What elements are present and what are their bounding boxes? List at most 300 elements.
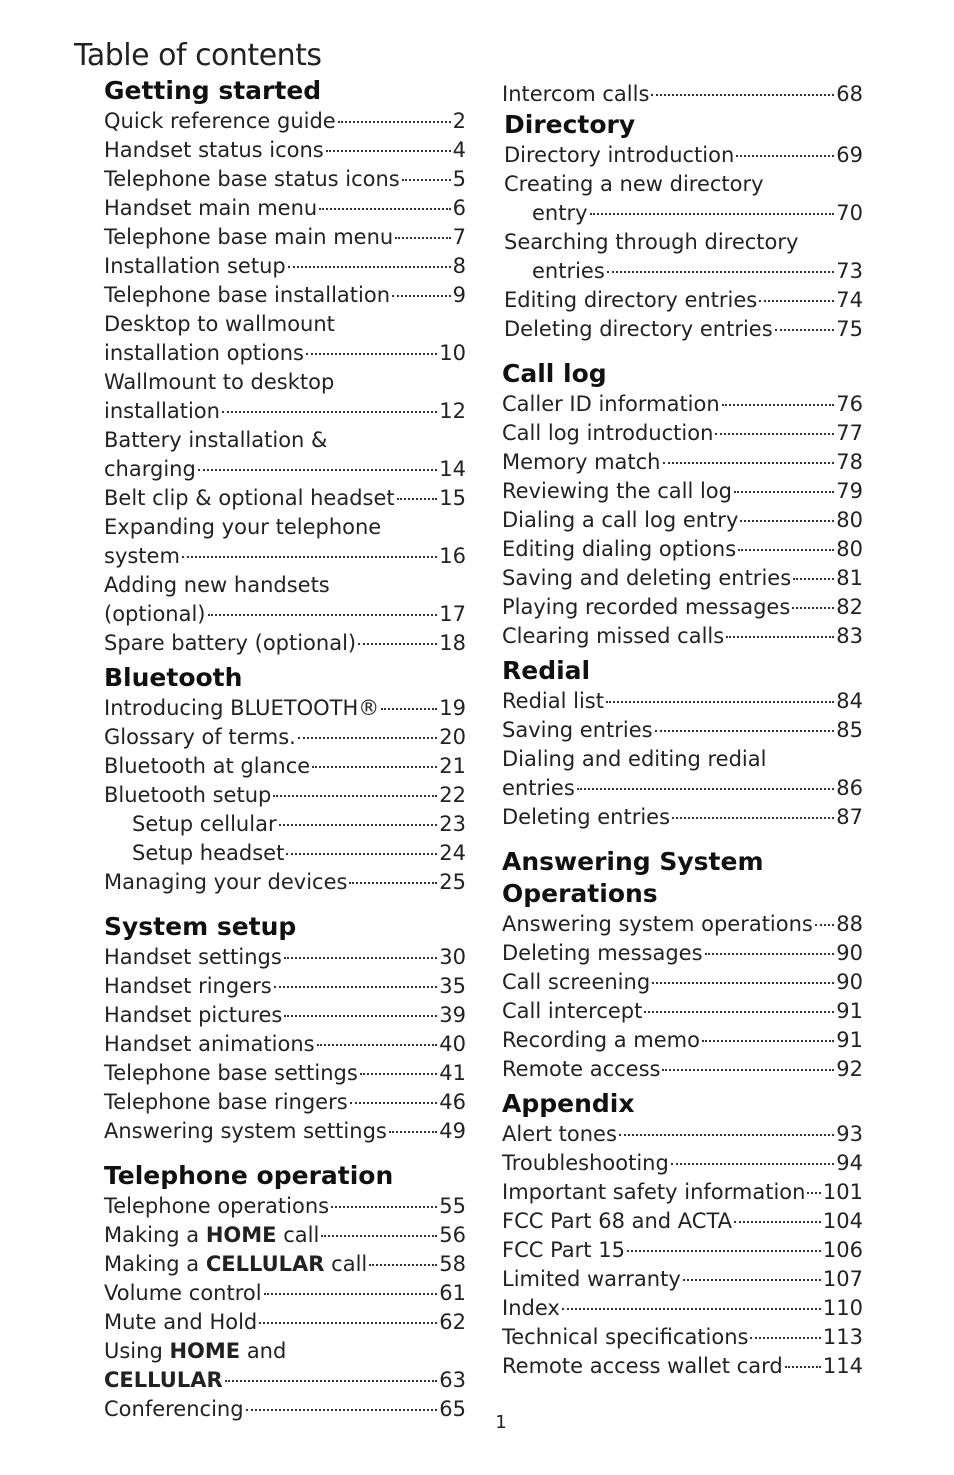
entry-list	[502, 910, 863, 1084]
entry-row	[104, 107, 466, 136]
section-title: Getting started	[104, 76, 322, 105]
toc-entry[interactable]	[502, 1294, 863, 1323]
entry-row	[104, 629, 466, 658]
entry-page: 76	[836, 392, 863, 416]
entry-page: 56	[439, 1223, 466, 1247]
entry-intercom[interactable]	[502, 80, 863, 109]
entry-row	[502, 1207, 863, 1236]
toc-entry[interactable]	[502, 448, 863, 477]
section-redial	[502, 655, 863, 832]
entry-row	[502, 1294, 863, 1323]
dot-leader	[722, 404, 835, 406]
toc-entry[interactable]	[104, 1117, 466, 1146]
toc-entry[interactable]	[104, 426, 466, 484]
entry-page: 16	[439, 544, 466, 568]
entry-label: Setup headset	[132, 841, 285, 865]
entry-label-line1: Searching through directory	[504, 230, 799, 254]
dot-leader	[619, 1134, 834, 1136]
dot-leader	[759, 300, 834, 302]
entry-row	[502, 593, 863, 622]
entry-label: Handset status icons	[104, 138, 324, 162]
dot-leader	[331, 1206, 437, 1208]
entry-label: Clearing missed calls	[502, 624, 725, 648]
entry-row	[104, 600, 466, 629]
entry-label: Directory introduction	[504, 143, 735, 167]
entry-page: 69	[836, 143, 863, 167]
toc-entry[interactable]	[502, 997, 863, 1026]
dot-leader	[264, 1293, 438, 1295]
label-bold: CELLULAR	[104, 1368, 223, 1392]
toc-entry[interactable]	[104, 310, 466, 368]
entry-label: Answering system settings	[104, 1119, 387, 1143]
entry-label: Alert tones	[502, 1122, 617, 1146]
toc-entry[interactable]	[104, 194, 466, 223]
dot-leader	[726, 636, 834, 638]
toc-entry[interactable]	[502, 1120, 863, 1149]
entry-row	[104, 752, 466, 781]
toc-entry[interactable]	[104, 1279, 466, 1308]
toc-entry[interactable]	[104, 252, 466, 281]
entry-label-line1: Battery installation &	[104, 428, 328, 452]
toc-entry[interactable]	[502, 1055, 863, 1084]
dot-leader	[286, 853, 437, 855]
entry-list	[502, 687, 863, 832]
entry-page: 62	[439, 1310, 466, 1334]
toc-entry[interactable]	[502, 716, 863, 745]
dot-leader	[319, 208, 450, 210]
toc-entry[interactable]	[104, 810, 466, 839]
entry-page: 23	[439, 812, 466, 836]
dot-leader	[738, 549, 834, 551]
entry-page: 17	[439, 602, 466, 626]
section-getting-started	[104, 75, 466, 658]
dot-leader	[381, 708, 437, 710]
entry-label: Answering system operations	[502, 912, 813, 936]
entry-label: (optional)	[104, 602, 206, 626]
toc-entry[interactable]	[502, 1236, 863, 1265]
entry-label: Telephone base settings	[104, 1061, 358, 1085]
toc-entry[interactable]	[504, 315, 863, 344]
entry-page: 22	[439, 783, 466, 807]
entry-page: 94	[836, 1151, 863, 1175]
toc-entry[interactable]	[502, 910, 863, 939]
entry-label: Setup cellular	[132, 812, 277, 836]
entry-page: 75	[836, 317, 863, 341]
entry-label-line1: Expanding your telephone	[104, 515, 382, 539]
entry-page: 58	[439, 1252, 466, 1276]
toc-entry[interactable]	[104, 781, 466, 810]
label-text: Making a	[104, 1223, 206, 1247]
toc-entry[interactable]	[502, 419, 863, 448]
entry-label: Saving and deleting entries	[502, 566, 792, 590]
entry-page: 74	[836, 288, 863, 312]
dot-leader	[683, 1279, 821, 1281]
entry-row	[502, 716, 863, 745]
entry-label	[104, 1366, 223, 1395]
section-bluetooth	[104, 662, 466, 897]
entry-page: 30	[439, 945, 466, 969]
entry-label: Recording a memo	[502, 1028, 700, 1052]
section-title: Bluetooth	[104, 663, 243, 692]
toc-entry[interactable]	[502, 745, 863, 803]
toc-right-column	[502, 80, 863, 1381]
entry-label: Call log introduction	[502, 421, 714, 445]
toc-entry[interactable]	[104, 629, 466, 658]
dot-leader	[562, 1308, 821, 1310]
entry-page: 113	[822, 1325, 863, 1349]
dot-leader	[672, 817, 834, 819]
entry-row	[104, 252, 466, 281]
entry-page: 91	[836, 999, 863, 1023]
entry-row	[502, 506, 863, 535]
dot-leader	[750, 1337, 820, 1339]
toc-entry[interactable]	[502, 477, 863, 506]
entry-label: Handset settings	[104, 945, 282, 969]
entry-row	[104, 194, 466, 223]
entry-label: Call intercept	[502, 999, 643, 1023]
section-title: Appendix	[502, 1089, 635, 1118]
entry-page: 104	[822, 1209, 863, 1233]
dot-leader	[306, 353, 437, 355]
entry-row	[104, 136, 466, 165]
entry-label: system	[104, 544, 180, 568]
entry-page: 83	[836, 624, 863, 648]
entry-page: 90	[836, 941, 863, 965]
dot-leader	[577, 788, 834, 790]
entry-label: FCC Part 68 and ACTA	[502, 1209, 733, 1233]
toc-entry[interactable]	[504, 170, 863, 228]
entry-list	[104, 694, 466, 897]
entry-label: Important safety information	[502, 1180, 806, 1204]
toc-entry[interactable]	[104, 972, 466, 1001]
entry-row	[104, 972, 466, 1001]
entry-row	[502, 803, 863, 832]
section-title-line1: Answering System	[502, 847, 764, 876]
dot-leader	[360, 1073, 437, 1075]
toc-entry[interactable]	[104, 513, 466, 571]
entry-page: 61	[439, 1281, 466, 1305]
label-text: call	[276, 1223, 320, 1247]
toc-entry[interactable]	[104, 694, 466, 723]
toc-entry[interactable]	[502, 622, 863, 651]
toc-entry[interactable]	[502, 939, 863, 968]
toc-entry[interactable]	[502, 593, 863, 622]
entry-page: 25	[439, 870, 466, 894]
label-bold: CELLULAR	[205, 1252, 325, 1276]
entry-row	[502, 997, 863, 1026]
entry-label: Spare battery (optional)	[104, 631, 357, 655]
dot-leader	[288, 266, 451, 268]
entry-page: 14	[439, 457, 466, 481]
entry-label: entries	[532, 259, 605, 283]
toc-entry[interactable]	[502, 1149, 863, 1178]
entry-row	[502, 564, 863, 593]
dot-leader	[651, 94, 834, 96]
section-system-setup	[104, 911, 466, 1146]
dot-leader	[671, 1163, 834, 1165]
dot-leader	[705, 953, 835, 955]
dot-leader	[736, 155, 834, 157]
section-call-log	[502, 358, 863, 651]
entry-page: 10	[439, 341, 466, 365]
dot-leader	[627, 1250, 821, 1252]
entry-page: 106	[822, 1238, 863, 1262]
entry-row	[502, 448, 863, 477]
toc-entry[interactable]	[504, 228, 863, 286]
toc-entry[interactable]	[104, 1250, 466, 1279]
dot-leader	[358, 643, 437, 645]
entry-label: Dialing a call log entry	[502, 508, 739, 532]
dot-leader	[317, 1044, 438, 1046]
entry-label: Installation setup	[104, 254, 286, 278]
toc-entry[interactable]	[502, 535, 863, 564]
toc-entry[interactable]	[502, 1178, 863, 1207]
entry-page: 70	[836, 201, 863, 225]
entry-label-line1	[104, 1337, 466, 1366]
dot-leader	[702, 1040, 834, 1042]
toc-entry[interactable]	[502, 1352, 863, 1381]
toc-entry[interactable]	[104, 1308, 466, 1337]
dot-leader	[663, 462, 835, 464]
entry-label: entry	[532, 201, 588, 225]
entry-page: 101	[822, 1180, 863, 1204]
entry-label: Reviewing the call log	[502, 479, 732, 503]
toc-entry[interactable]	[104, 1030, 466, 1059]
section-directory	[502, 109, 863, 344]
entry-page: 88	[836, 912, 863, 936]
toc-entry[interactable]	[104, 943, 466, 972]
dot-leader	[785, 1366, 821, 1368]
entry-label: Glossary of terms.	[104, 725, 296, 749]
entry-page: 65	[439, 1397, 466, 1421]
dot-leader	[284, 1015, 437, 1017]
dot-leader	[246, 1409, 438, 1411]
toc-entry[interactable]	[104, 1059, 466, 1088]
entry-label: Telephone base status icons	[104, 167, 400, 191]
toc-entry[interactable]	[502, 506, 863, 535]
dot-leader	[208, 614, 438, 616]
entry-row	[502, 687, 863, 716]
toc-entry[interactable]	[104, 1001, 466, 1030]
entry-row	[502, 1352, 863, 1381]
entry-page: 7	[452, 225, 466, 249]
dot-leader	[274, 986, 438, 988]
section-title: Redial	[502, 656, 591, 685]
dot-leader	[652, 982, 834, 984]
entry-row	[104, 1001, 466, 1030]
toc-entry[interactable]	[502, 1026, 863, 1055]
entry-label: Handset main menu	[104, 196, 318, 220]
page-title: Table of contents	[74, 38, 322, 73]
toc-entry[interactable]	[502, 390, 863, 419]
dot-leader	[392, 295, 451, 297]
entry-list	[104, 107, 466, 658]
dot-leader	[607, 271, 834, 273]
entry-label: Memory match	[502, 450, 661, 474]
entry-row	[504, 141, 863, 170]
dot-leader	[284, 957, 437, 959]
entry-row	[502, 1178, 863, 1207]
toc-entry[interactable]	[104, 368, 466, 426]
entry-label: installation	[104, 399, 220, 423]
toc-entry[interactable]	[104, 1192, 466, 1221]
entry-page: 6	[452, 196, 466, 220]
entry-label: Limited warranty	[502, 1267, 681, 1291]
entry-label: Telephone operations	[104, 1194, 330, 1218]
entry-row	[104, 781, 466, 810]
entry-label: entries	[502, 776, 575, 800]
entry-row	[502, 968, 863, 997]
toc-entry[interactable]	[104, 136, 466, 165]
section-title-line2: Operations	[502, 879, 658, 908]
toc-entry[interactable]	[504, 141, 863, 170]
entry-row	[104, 1192, 466, 1221]
entry-label: Telephone base installation	[104, 283, 391, 307]
entry-list	[504, 141, 863, 344]
entry-label: Handset pictures	[104, 1003, 283, 1027]
entry-page: 80	[836, 508, 863, 532]
entry-row	[104, 839, 466, 868]
entry-page: 63	[439, 1368, 466, 1392]
entry-label: Telephone base main menu	[104, 225, 394, 249]
dot-leader	[815, 924, 834, 926]
toc-entry[interactable]	[104, 839, 466, 868]
toc-entry[interactable]	[104, 752, 466, 781]
dot-leader	[338, 121, 451, 123]
entry-page: 114	[822, 1354, 863, 1378]
entry-row	[104, 397, 466, 426]
toc-entry[interactable]	[502, 1265, 863, 1294]
dot-leader	[198, 469, 437, 471]
entry-label	[104, 1221, 319, 1250]
entry-label: Troubleshooting	[502, 1151, 669, 1175]
entry-page: 5	[452, 167, 466, 191]
entry-row	[504, 257, 863, 286]
entry-page: 82	[836, 595, 863, 619]
dot-leader	[734, 1221, 821, 1223]
entry-label: Handset animations	[104, 1032, 315, 1056]
entry-label: Remote access wallet card	[502, 1354, 783, 1378]
toc-entry[interactable]	[502, 803, 863, 832]
label-bold: HOME	[169, 1339, 241, 1363]
entry-list	[104, 1192, 466, 1424]
toc-entry[interactable]	[104, 484, 466, 513]
entry-page: 20	[439, 725, 466, 749]
entry-page: 18	[439, 631, 466, 655]
toc-entry[interactable]	[104, 868, 466, 897]
entry-page: 12	[439, 399, 466, 423]
entry-row	[502, 939, 863, 968]
entry-row	[104, 694, 466, 723]
toc-entry[interactable]	[502, 1207, 863, 1236]
entry-page: 78	[836, 450, 863, 474]
entry-page: 8	[452, 254, 466, 278]
entry-page: 40	[439, 1032, 466, 1056]
toc-entry[interactable]	[104, 223, 466, 252]
entry-label: Bluetooth at glance	[104, 754, 311, 778]
entry-page: 81	[836, 566, 863, 590]
entry-label: installation options	[104, 341, 304, 365]
entry-label: Conferencing	[104, 1397, 244, 1421]
toc-entry[interactable]	[104, 1088, 466, 1117]
toc-entry[interactable]	[502, 564, 863, 593]
toc-entry[interactable]	[502, 968, 863, 997]
entry-page: 77	[836, 421, 863, 445]
toc-entry[interactable]	[104, 107, 466, 136]
entry-page: 84	[836, 689, 863, 713]
entry-label: Quick reference guide	[104, 109, 336, 133]
toc-entry[interactable]	[104, 723, 466, 752]
entry-row	[104, 1250, 466, 1279]
entry-page: 39	[439, 1003, 466, 1027]
toc-entry[interactable]	[104, 1337, 466, 1395]
entry-label: charging	[104, 457, 196, 481]
dot-leader	[350, 1102, 438, 1104]
dot-leader	[644, 1011, 834, 1013]
entry-page: 110	[822, 1296, 863, 1320]
dot-leader	[734, 491, 834, 493]
entry-row	[104, 1308, 466, 1337]
entry-label-line1: Adding new handsets	[104, 573, 330, 597]
entry-label: Telephone base ringers	[104, 1090, 348, 1114]
entry-label: Deleting directory entries	[504, 317, 773, 341]
entry-row	[502, 1149, 863, 1178]
entry-label: Mute and Hold	[104, 1310, 258, 1334]
dot-leader	[349, 882, 437, 884]
entry-label-line1: Desktop to wallmount	[104, 312, 335, 336]
entry-row	[104, 1030, 466, 1059]
dot-leader	[715, 433, 834, 435]
dot-leader	[312, 766, 437, 768]
entry-row	[502, 419, 863, 448]
toc-entry[interactable]	[104, 571, 466, 629]
toc-entry[interactable]	[104, 165, 466, 194]
toc-entry[interactable]	[504, 286, 863, 315]
dot-leader	[321, 1235, 437, 1237]
toc-entry[interactable]	[502, 687, 863, 716]
section-telephone-operation	[104, 1160, 466, 1424]
entry-row	[104, 484, 466, 513]
entry-page: 93	[836, 1122, 863, 1146]
entry-page: 73	[836, 259, 863, 283]
entry-row	[502, 774, 863, 803]
entry-label: Saving entries	[502, 718, 653, 742]
entry-row	[104, 281, 466, 310]
entry-label: Remote access	[502, 1057, 661, 1081]
section-appendix	[502, 1088, 863, 1381]
dot-leader	[369, 1264, 437, 1266]
toc-entry[interactable]	[502, 1323, 863, 1352]
section-title: System setup	[104, 912, 297, 941]
label-text: Making a	[104, 1252, 206, 1276]
section-title: Directory	[504, 110, 636, 139]
entry-label: Introducing BLUETOOTH®	[104, 696, 380, 720]
toc-entry[interactable]	[104, 1221, 466, 1250]
entry-label: Volume control	[104, 1281, 262, 1305]
entry-page: 35	[439, 974, 466, 998]
dot-leader	[222, 411, 437, 413]
label-text: call	[324, 1252, 368, 1276]
dot-leader	[326, 150, 451, 152]
dot-leader	[395, 237, 450, 239]
entry-label: Managing your devices	[104, 870, 348, 894]
entry-page: 85	[836, 718, 863, 742]
dot-leader	[740, 520, 834, 522]
entry-page: 55	[439, 1194, 466, 1218]
toc-entry[interactable]	[104, 281, 466, 310]
dot-leader	[389, 1131, 437, 1133]
entry-row	[502, 1120, 863, 1149]
